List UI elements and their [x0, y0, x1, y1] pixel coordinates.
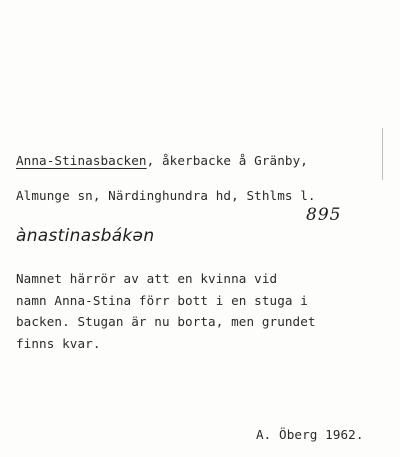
description-line-2: namn Anna-Stina förr bott i en stuga i	[16, 292, 308, 308]
location-line: Almunge sn, Närdinghundra hd, Sthlms l.	[16, 188, 316, 203]
description-line-1: Namnet härrör av att en kvinna vid	[16, 271, 278, 286]
description-text	[16, 269, 316, 355]
record-number: 895	[306, 205, 342, 225]
pronunciation-transcription: ànastinasbákәn	[16, 226, 155, 246]
place-name: Anna-Stinasbacken	[16, 153, 147, 168]
card-edge-mark	[382, 128, 383, 180]
description-line-3: backen. Stugan är nu borta, men grundet	[16, 314, 316, 329]
recorder-signature: A. Öberg 1962.	[256, 427, 364, 442]
place-type-and-parish: , åkerbacke å Gränby,	[146, 153, 308, 168]
card-heading	[16, 151, 308, 171]
description-line-4: finns kvar.	[16, 335, 101, 351]
